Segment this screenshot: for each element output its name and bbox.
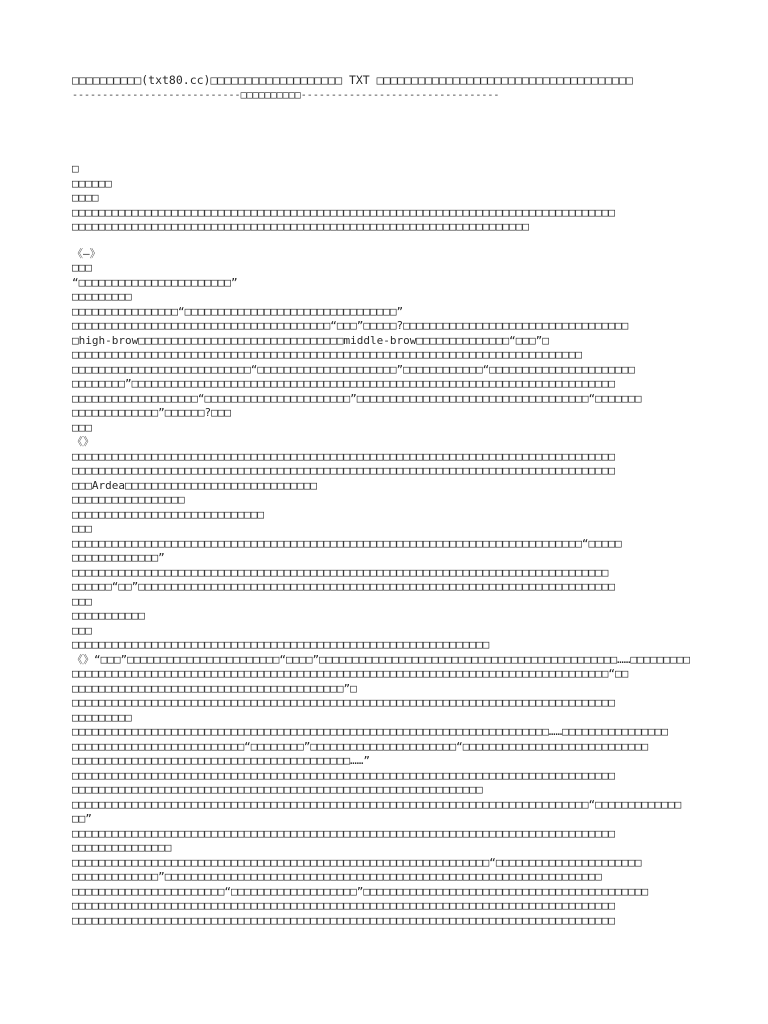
text-line: “□□□□□□□□□□□□□□□□□□□□□□□” [72,275,238,289]
text-line: □ [72,162,79,175]
text-line: □□□□□□□□□□□□□” [72,551,165,564]
text-line: □□□□□□□□□□□□□□□□□□□□□□□□□□□□□□□□□□□□□□□□□□□□□□□□□□□□□□□□□□□□□□□□□□□□□□□□□□□□□□“□□□□□□□□□□□□□ [72,797,682,811]
text-line: □□□□□□ [72,176,112,190]
text-line: □high-brow□□□□□□□□□□□□□□□□□□□□□□□□□□□□□□□middle-brow□□□□□□□□□□□□□□“□□□”□ [72,333,549,347]
text-line: □□□□□□□□□□□□□□□□□□□□□□□□□□□□□□□□□□□□□□□□□□□□□□□□□□□□□□□□□□□□□□□□□□□□□ [72,220,529,233]
text-line: □□□□□□□□□□□□□□□□□□□□□□□□□□□□□□□□□□□□□□□□□□□□□□□□□□□□□□□□□□□□□□□□□□□□□□□□□□□□□ [72,348,582,361]
text-line: □□□□□□□□□ [72,290,132,303]
text-line: □□□□□□□□□□□□□□□□□□□□□□□□□□□□□□□□□□□□□□□□□”□ [72,681,357,695]
text-line: □□□□□□□□□□□□□□□□□□□□□□□□□□□□□□□□□□□□□□□□□□□□□□□□□□□□□□□□□□□□□□□□□□□□□□□□□□□□□□□□□□ [72,205,616,219]
text-line: □□□□□□□□□□□□□□□□□□□□□□□“□□□□□□□□□□□□□□□□□□□”□□□□□□□□□□□□□□□□□□□□□□□□□□□□□□□□□□□□□□□□□□□ [72,884,649,898]
source-header-line: □□□□□□□□□□(txt80.cc)□□□□□□□□□□□□□□□□□□□ TXT □□□□□□□□□□□□□□□□□□□□□□□□□□□□□□□□□□□□□ [72,73,633,87]
text-line: □□□□□□□□□□□□□”□□□□□□□□□□□□□□□□□□□□□□□□□□□□□□□□□□□□□□□□□□□□□□□□□□□□□□□□□□□□□□□□□□ [72,870,602,883]
separator-rule: ----------------------------□□□□□□□□□□--------------------------------- [72,90,500,101]
text-line: □□□□ [72,191,99,204]
text-line: □□□□□□□□□□□□□□□□□□□□□□□□□□□□□□□□□□□□□□□□□□……” [72,754,371,767]
text-line: □□□□□□□□□□□□□□□□□ [72,493,185,506]
text-line: □□□□□□□□□□□□□□□□□□□□□□□□□□□□□□□□□□□□□□□“□□□”□□□□□?□□□□□□□□□□□□□□□□□□□□□□□□□□□□□□□□□□ [72,319,629,332]
text-line: 《》 [72,435,94,448]
text-line: 《—》 [72,246,101,260]
text-line: □□□□□□□□□□□□□□□□□□□□□□□□□□□□□□□□□□□□□□□□□□□□□□□□□□□□□□□□□□□□□□□□□□□□□□□□□□□□□□□□□□ [72,449,616,463]
body-text [72,162,702,928]
text-line: □□□□□□□□□□□□□□□□□□□□□□□□□□□□□□□□□□□□□□□□□□□□□□□□□□□□□□□□□□□□□□□□□□□□□□□□□□□□□□□□□ [72,565,609,579]
text-line: □□” [72,812,92,825]
text-line: □□□ [72,420,92,434]
text-line: □□□□□□□□□□□□□□□□□□□□□□□□□□“□□□□□□□□”□□□□□□□□□□□□□□□□□□□□□□“□□□□□□□□□□□□□□□□□□□□□□□□□□□□ [72,739,649,753]
text-line: □□□□□□□□□□□□□□□□□□□□□□□□□□□□□□□□□□□□□□□□□□□□□□□□□□□□□□□□□□□□□□□□□□□□□□□□……□□□□□□□□□□□□□□□□ [72,725,669,738]
text-line: □□□□□□□□□□□□□□□□□□□□□□□□□□□□□□□□□□□□□□□□□□□□□□□□□□□□□□□□□□□□□□□□□□□□□□□□□□□□□□□□□□ [72,696,616,709]
text-line: □□□□□□□□□□□□□□□ [72,841,172,854]
paragraph-gap [72,235,702,247]
text-line: □□□□□□□□□□□□□□□□□□□□□□□□□□□□□□□□□□□□□□□□□□□□□□□□□□□□□□□□□□□□□□□□□□□□□□□□□□□□□□□□□□ [72,899,616,912]
text-line: □□□□□□□□□□□□□□□□□□□□□□□□□□□□□□□□□□□□□□□□□□□□□□□□□□□□□□□□□□□□□□□□□□□□□□□□□□□□□□□□□□ [72,768,616,782]
text-line: □□□□□□□□□ [72,710,132,724]
text-line: □□□ [72,594,92,608]
text-line: □□□□□□□□□□□□□”□□□□□□?□□□ [72,406,231,419]
text-line: □□□□□□□□□□□□□□□□□□□□□□□□□□□“□□□□□□□□□□□□□□□□□□□□□”□□□□□□□□□□□□“□□□□□□□□□□□□□□□□□□□□□□ [72,362,635,376]
blank-space [72,104,702,162]
text-line: □□□□□□□□□□□□□□□□□□□□□□□□□□□□□□□□□□□□□□□□□□□□□□□□□□□□□□□□□□□□□□□□□□□□□□□□□□□□□□□□□□ [72,464,616,477]
text-line: □□□□□□□□□□□□□□□□□□□□□□□□□□□□□□□□□□□□□□□□□□□□□□□□□□□□□□□□□□□□□□□□□□□□□□□□□□□□□□□□□“□□ [72,667,629,680]
text-line: □□□ [72,522,92,535]
text-line: □□□□□□□□□□□□□□□□□□□□□□□□□□□□□□□□□□□□□□□□□□□□□□□□□□□□□□□□□□□□□□□ [72,638,490,651]
text-line: □□□□□□□□□□□□□□□□□□□□□□□□□□□□□□□□□□□□□□□□□□□□□□□□□□□□□□□□□□□□□□ [72,783,483,796]
text-line: □□□Ardea□□□□□□□□□□□□□□□□□□□□□□□□□□□□□ [72,478,318,492]
text-line: □□□□□□□□□□□□□□□□“□□□□□□□□□□□□□□□□□□□□□□□□□□□□□□□□” [72,304,404,318]
text-line: 《》“□□□”□□□□□□□□□□□□□□□□□□□□□□□“□□□□”□□□□□□□□□□□□□□□□□□□□□□□□□□□□□□□□□□□□□□□□□□□□□……□□□□□□□□□ [72,652,691,666]
text-line: □□□ [72,261,92,274]
text-line: □□□□□□□□□□□□□□□□□□□□□□□□□□□□□□□□□□□□□□□□□□□□□□□□□□□□□□□□□□□□□□□“□□□□□□□□□□□□□□□□□□□□□□ [72,855,642,869]
text-line: □□□□□□□□□□□ [72,609,145,622]
text-line: □□□□□□□□□□□□□□□□□□□□□□□□□□□□□□□□□□□□□□□□□□□□□□□□□□□□□□□□□□□□□□□□□□□□□□□□□□□□□□□□□□ [72,826,616,840]
text-line: □□□□□□□□□□□□□□□□□□□□□□□□□□□□□ [72,507,265,521]
text-line: □□□□□□□□”□□□□□□□□□□□□□□□□□□□□□□□□□□□□□□□□□□□□□□□□□□□□□□□□□□□□□□□□□□□□□□□□□□□□□□□□□ [72,377,616,390]
text-line: □□□ [72,623,92,637]
text-line: □□□□□□□□□□□□□□□□□□□“□□□□□□□□□□□□□□□□□□□□□□”□□□□□□□□□□□□□□□□□□□□□□□□□□□□□□□□□□□“□□□□□□□ [72,391,642,405]
text-line: □□□□□□“□□”□□□□□□□□□□□□□□□□□□□□□□□□□□□□□□□□□□□□□□□□□□□□□□□□□□□□□□□□□□□□□□□□□□□□□□□□ [72,580,616,593]
text-line: □□□□□□□□□□□□□□□□□□□□□□□□□□□□□□□□□□□□□□□□□□□□□□□□□□□□□□□□□□□□□□□□□□□□□□□□□□□□□“□□□□□ [72,536,622,550]
text-line: □□□□□□□□□□□□□□□□□□□□□□□□□□□□□□□□□□□□□□□□□□□□□□□□□□□□□□□□□□□□□□□□□□□□□□□□□□□□□□□□□□ [72,913,616,927]
document-page [72,72,702,928]
